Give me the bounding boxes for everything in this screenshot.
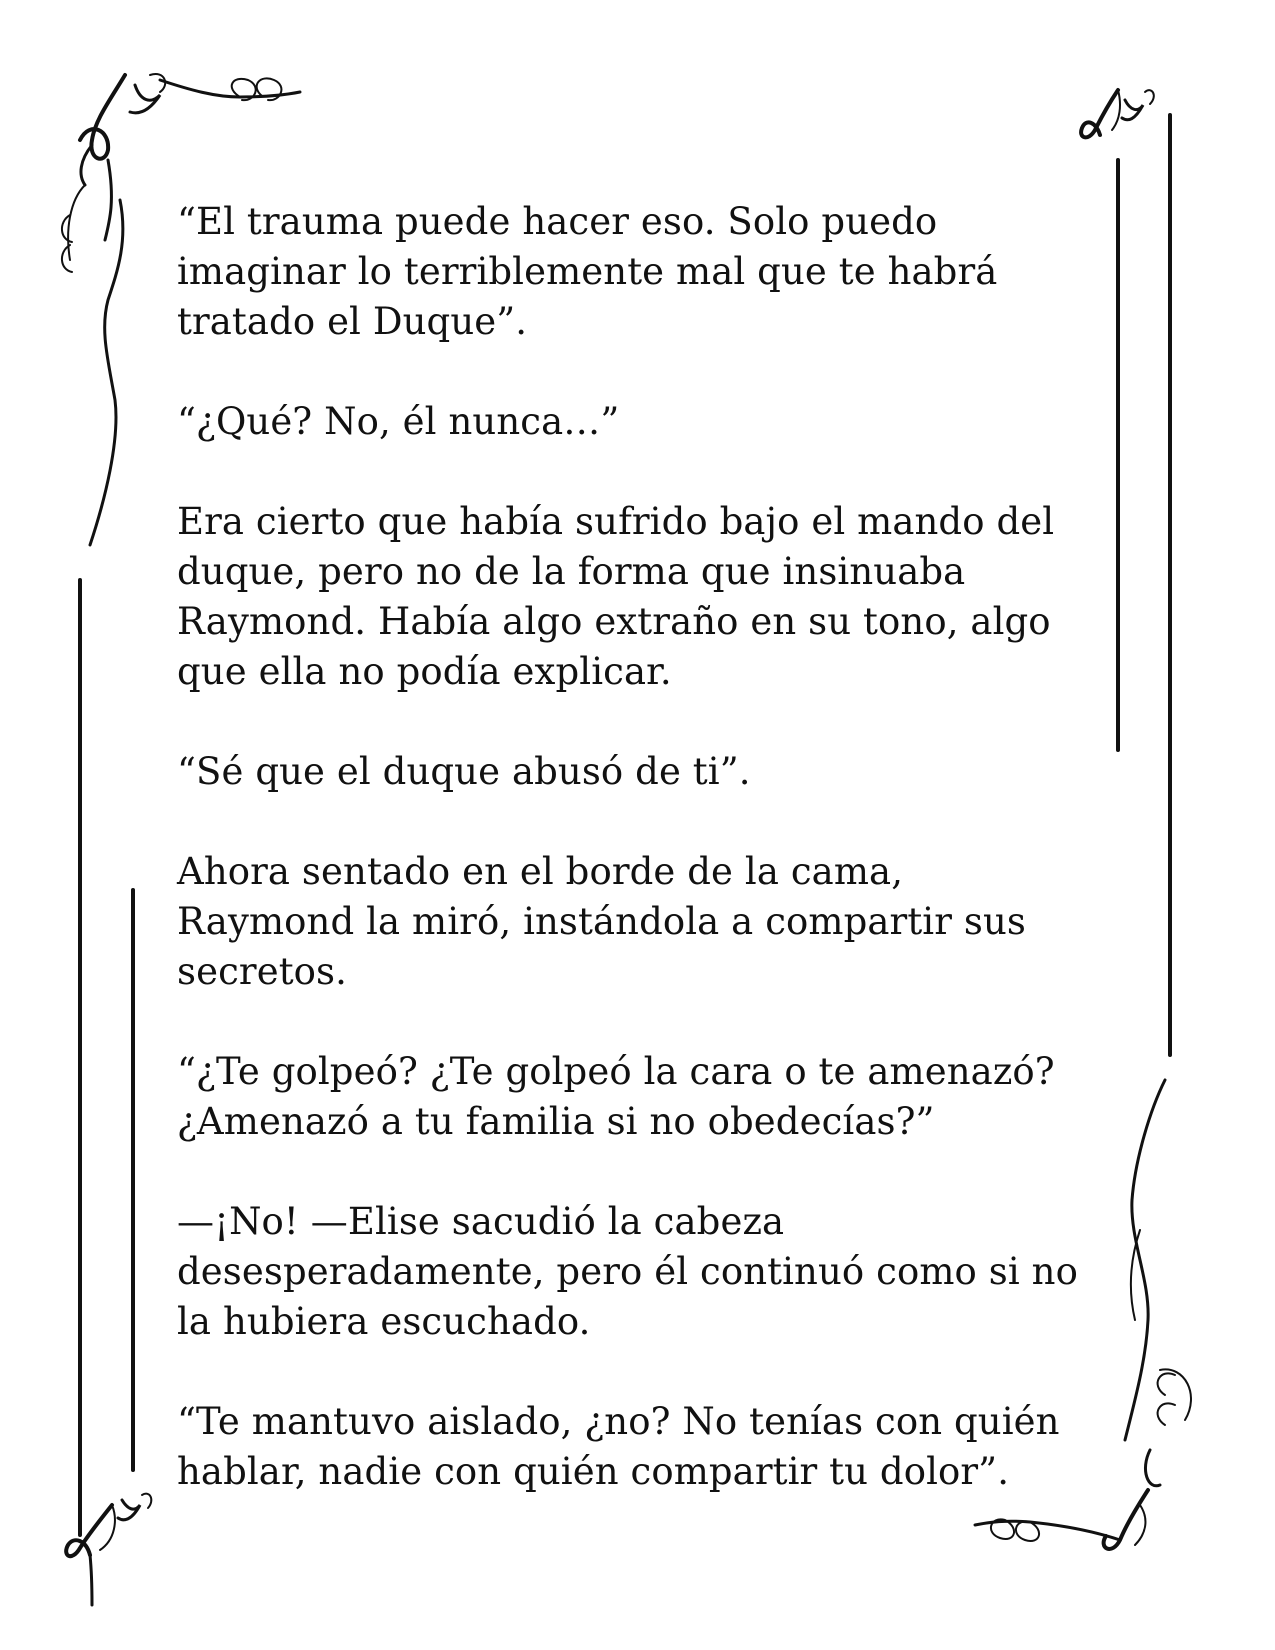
paragraph-5: Ahora sentado en el borde de la cama, Raymond la miró, instándola a compartir sus secretos. [177,850,1026,993]
paragraph-2: “¿Qué? No, él nunca…” [177,400,620,443]
paragraph-3: Era cierto que había sufrido bajo el mando del duque, pero no de la forma que insinuaba Raymond. Había algo extraño en su tono, algo que ella no podía explicar. [177,500,1055,693]
story-text [177,197,1097,1547]
flourish-top-right [1081,90,1154,137]
paragraph-8: “Te mantuvo aislado, ¿no? No tenías con quién hablar, nadie con quién compartir tu dolor”. [177,1400,1060,1493]
paragraph-4: “Sé que el duque abusó de ti”. [177,750,751,793]
paragraph-1: “El trauma puede hacer eso. Solo puedo imaginar lo terriblemente mal que te habrá tratado el Duque”. [177,200,998,343]
paragraph-7: —¡No! —Elise sacudió la cabeza desesperadamente, pero él continuó como si no la hubiera escuchado. [177,1200,1078,1343]
paragraph-6: “¿Te golpeó? ¿Te golpeó la cara o te amenazó? ¿Amenazó a tu familia si no obedecías?” [177,1050,1055,1143]
